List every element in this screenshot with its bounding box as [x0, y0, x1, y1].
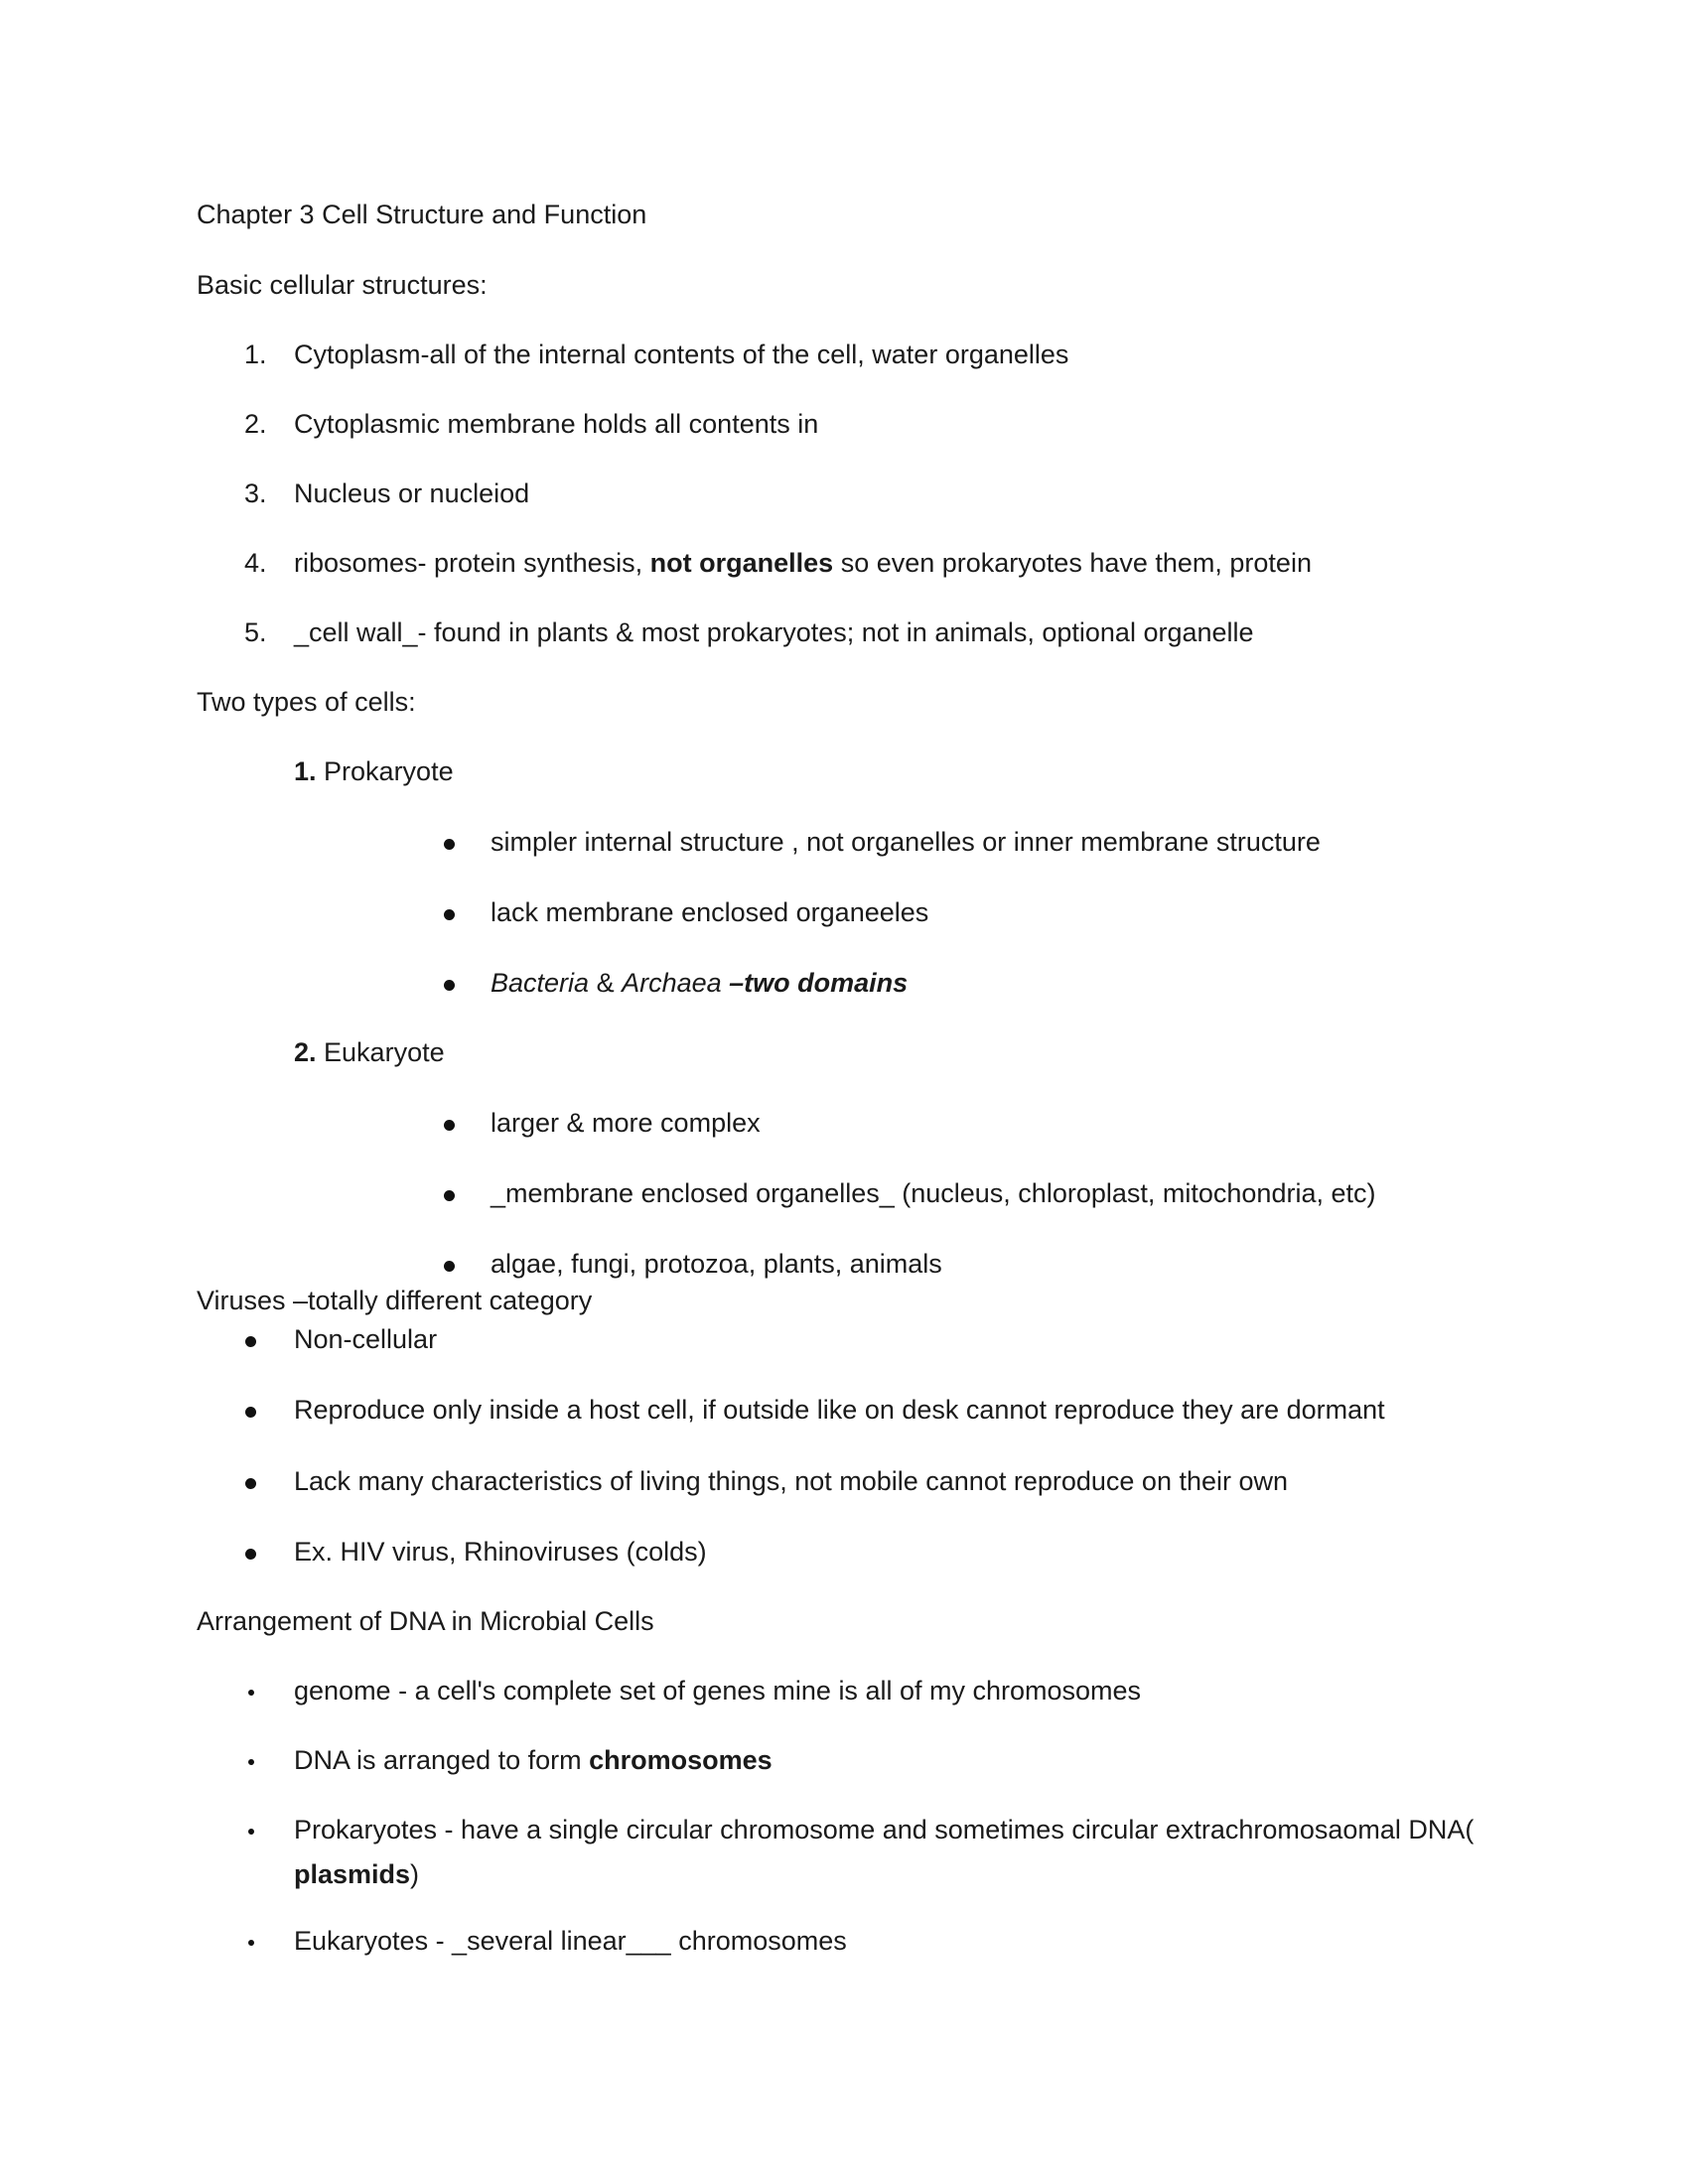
eukaryote-bullet-examples: algae, fungi, protozoa, plants, animals — [491, 1249, 942, 1279]
bullet-icon — [248, 1829, 254, 1835]
dna-item-prokaryotes: Prokaryotes - have a single circular chromosome and sometimes circular extrachromosaomal DNA( — [294, 1815, 1475, 1844]
bullet-icon — [444, 1120, 455, 1131]
prokaryote-bullet-domains — [491, 967, 908, 999]
bullet-icon — [245, 1336, 256, 1347]
list-item-ribosomes — [294, 547, 1312, 579]
not-organelles-bold: not organelles — [649, 548, 834, 578]
dna-item-genome: genome - a cell's complete set of genes mine is all of my chromosomes — [294, 1676, 1142, 1706]
list-number: 1. — [244, 340, 267, 369]
eukaryote-bullet-complex: larger & more complex — [491, 1108, 761, 1138]
list-number: 2. — [244, 409, 267, 439]
bacteria-italic: Bacteria — [491, 968, 590, 998]
bullet-icon — [248, 1690, 254, 1696]
prokaryote-heading — [294, 755, 454, 787]
prokaryote-bullet-organelles: lack membrane enclosed organeeles — [491, 897, 929, 927]
bullet-icon — [248, 1940, 254, 1946]
list-number: 4. — [244, 548, 267, 578]
plasmids-close: ) — [410, 1859, 420, 1889]
eukaryote-heading — [294, 1036, 445, 1068]
virus-bullet-noncellular: Non-cellular — [294, 1324, 438, 1354]
bullet-icon — [444, 839, 455, 850]
cell-types-heading: Two types of cells: — [197, 687, 416, 717]
dna-heading: Arrangement of DNA in Microbial Cells — [197, 1606, 654, 1636]
list-number: 5. — [244, 617, 267, 647]
dna-item-eukaryotes: Eukaryotes - _several linear___ chromosomes — [294, 1926, 847, 1956]
bullet-icon — [245, 1478, 256, 1489]
bullet-icon — [444, 980, 455, 991]
plasmids-bold: plasmids — [294, 1859, 411, 1889]
list-item-cytoplasm: Cytoplasm-all of the internal contents of the cell, water organelles — [294, 340, 1069, 369]
bullet-icon — [444, 1261, 455, 1272]
viruses-heading: Viruses –totally different category — [197, 1286, 593, 1315]
dna-arranged-text: DNA is arranged to form — [294, 1745, 590, 1775]
eukaryote-label: Eukaryote — [316, 1037, 445, 1067]
ribosomes-text-end: so even prokaryotes have them, protein — [833, 548, 1312, 578]
two-domains-bold-italic: –two domains — [721, 968, 909, 998]
virus-bullet-examples: Ex. HIV virus, Rhinoviruses (colds) — [294, 1537, 707, 1567]
ribosomes-text: ribosomes- protein synthesis, — [294, 548, 650, 578]
basic-structures-heading: Basic cellular structures: — [197, 270, 488, 300]
list-item-nucleus: Nucleus or nucleiod — [294, 478, 530, 508]
bullet-icon — [248, 1759, 254, 1765]
list-number: 3. — [244, 478, 267, 508]
list-item-cytoplasmic-membrane: Cytoplasmic membrane holds all contents in — [294, 409, 819, 439]
chromosomes-bold: chromosomes — [589, 1745, 773, 1775]
bullet-icon — [444, 1190, 455, 1201]
eukaryote-bullet-organelles: _membrane enclosed organelles_ (nucleus, chloroplast, mitochondria, etc) — [491, 1178, 1376, 1208]
virus-bullet-reproduce: Reproduce only inside a host cell, if outside like on desk cannot reproduce they are dormant — [294, 1395, 1385, 1425]
ampersand: & — [589, 968, 623, 998]
prokaryote-label: Prokaryote — [316, 756, 454, 786]
dna-item-chromosomes — [294, 1744, 773, 1776]
prokaryote-bullet-structure: simpler internal structure , not organelles or inner membrane structure — [491, 827, 1321, 857]
archaea-italic: Archaea — [622, 968, 722, 998]
bullet-icon — [444, 909, 455, 920]
virus-bullet-characteristics: Lack many characteristics of living things, not mobile cannot reproduce on their own — [294, 1466, 1289, 1496]
page-title: Chapter 3 Cell Structure and Function — [197, 200, 647, 229]
list-item-cell-wall: _cell wall_- found in plants & most prokaryotes; not in animals, optional organelle — [294, 617, 1254, 647]
eukaryote-number: 2. — [294, 1037, 317, 1067]
bullet-icon — [245, 1549, 256, 1560]
prokaryote-number: 1. — [294, 756, 317, 786]
bullet-icon — [245, 1407, 256, 1418]
dna-item-prokaryotes-cont — [294, 1858, 419, 1890]
